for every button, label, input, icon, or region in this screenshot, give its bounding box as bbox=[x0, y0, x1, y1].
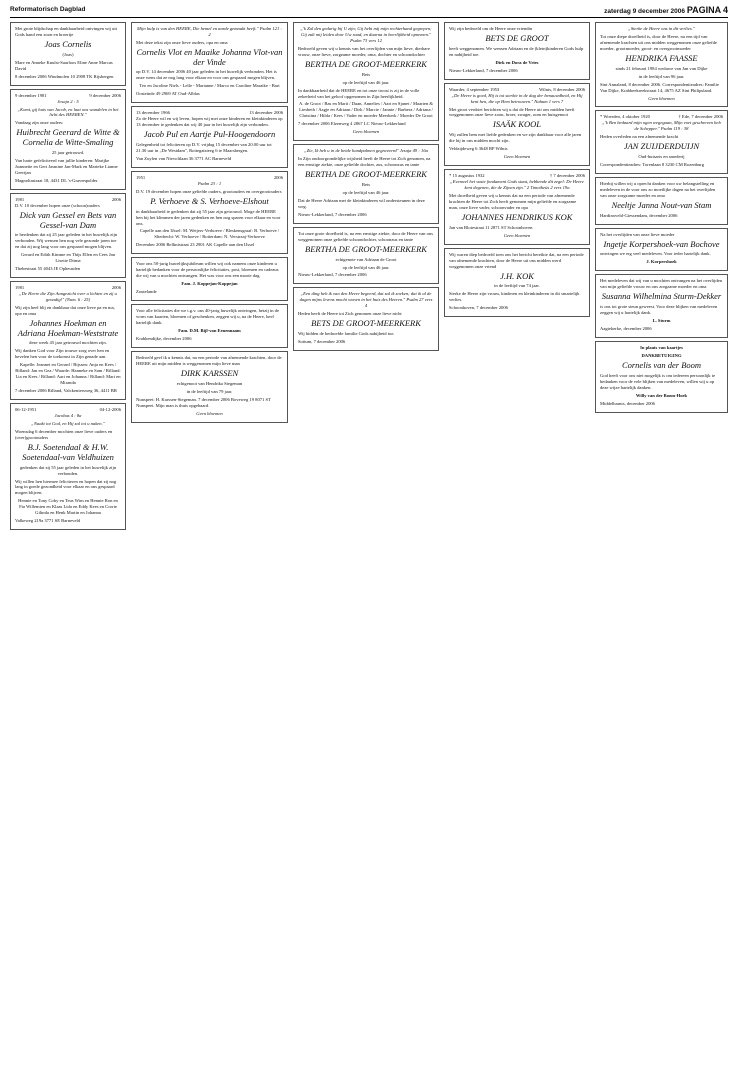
person-name: DIRK KARSSEN bbox=[180, 368, 239, 378]
announcement bbox=[10, 281, 126, 400]
date-start: 1981 bbox=[15, 196, 25, 202]
date-end: 13 december 2006 bbox=[249, 110, 283, 116]
address: Valkeweg 219a 3771 SE Barneveld bbox=[15, 518, 81, 524]
person-name: JOHANNES HENDRIKUS KOK bbox=[461, 211, 573, 222]
person-name: Huibrecht Geerard de Witte & Cornelia de Witte-Smaling bbox=[16, 127, 120, 148]
subline: echtgenoot van Hendrika Stegeman bbox=[176, 380, 243, 386]
text-body: Vandaag zijn onze ouders: bbox=[15, 120, 64, 126]
text-body: Zo de Heere wil en wij leven, hopen wij met onze kinderen en kleinkinderen op 13 december te gedenken dat wij 40 jaar in het huwelijk zijn verbonden. bbox=[136, 116, 283, 128]
announcement bbox=[10, 89, 126, 190]
address: 7 december 2006 Elzenweg 4 2867 LC Nieuw-Lekkerland bbox=[298, 121, 406, 127]
address: Van Zuylen van Nievoltlaan 36 3771 AC Barneveld bbox=[136, 155, 232, 161]
address: Aagtekerke, december 2006 bbox=[600, 325, 652, 331]
person-name: BERTHA DE GROOT-MEERKERK bbox=[305, 58, 427, 69]
signature: L. Sturm bbox=[652, 318, 671, 324]
issue-date: zaterdag 9 december 2006 bbox=[604, 8, 686, 15]
date-start: 13 december 1966 bbox=[136, 110, 170, 116]
announcement bbox=[131, 257, 288, 301]
closing-note: Geen bloemen bbox=[352, 129, 380, 135]
date-start: 9 december 1981 bbox=[15, 92, 47, 98]
subline: op de leeftijd van 46 jaar. bbox=[342, 264, 390, 270]
date-start: 06-12-1951 bbox=[15, 407, 37, 413]
bible-quote: „Zie, Ik heb u in de beide handpalmen gegraveerd" Jesaja 49 : 16a bbox=[304, 148, 428, 154]
announcement bbox=[444, 22, 590, 80]
address: Nieuw-Lekkerland, 7 december 2006 bbox=[449, 67, 518, 73]
person-name: JAN ZUIJDERDUIJN bbox=[623, 141, 700, 152]
text-body: Nunspeet: H. Karssen-Stegeman. 7 december 2006 Boveweg 19 8071 ST Nunspeet. Mijn man is thuis opgebaard. bbox=[136, 396, 271, 408]
text-body: Het medeleven dat wij van u mochten ontvangen na het overlijden van mijn geliefde vrouw en ons zorgzame moeder en oma bbox=[600, 278, 722, 290]
text-body: In dankbaarheid dat de HEERE en tot onze troost is zij in de volle zekerheid van het geloof opgenomen in Zijn heerlijkheid. bbox=[298, 87, 420, 99]
person-name: HENDRIKA FAASSE bbox=[625, 52, 698, 63]
subline: Oud-huisarts en smederij bbox=[638, 154, 685, 160]
announcement bbox=[10, 403, 126, 530]
announcement bbox=[293, 22, 439, 141]
person-name: Ingetje Korpershoek-van Bochove bbox=[603, 238, 720, 249]
column-2 bbox=[131, 22, 288, 1062]
text-body: Wij waren diep bedroefd toen ons het bericht bereikte dat, na een periode van afnemende krachten, door de Heere uit ons midden werd weggenomen onze vriend bbox=[449, 251, 584, 269]
address: Krabbendijke, december 2006 bbox=[136, 336, 192, 342]
family-list: Teo en Jacoline Niels - Lelle - Marianne / Marco en Caroline Maraike - Bart bbox=[139, 83, 280, 89]
subline: sinds 21 februari 1984 weduwe van Jan van Dijke bbox=[615, 65, 708, 71]
text-body: Gelegenheid tot feliciteren op D.V. vrijdag 15 december van 20.00 uur tot 21.30 uur in „De Westdam", Rottegatsteeg 6 te Maarsbergen. bbox=[136, 141, 272, 153]
bible-quote: „'k Ben bedaard mijn ogen wegegaan, Mijn voet geschreven heb de Schepper." Psalm 119 : 38 bbox=[602, 120, 721, 132]
text-body: te herdenken dat zij 25 jaar geleden in het huwelijk zijn verbonden. Wij wensen hen nog vele gezonde jaren toe en dat zij nog lang voor ons gespaard mogen blijven. bbox=[15, 232, 118, 250]
text-body: in dankbaarheid te gedenken dat zij 55 jaar zijn getrouwd. Moge de HEERE hen bij het klimmen der jaren gedenken en hen nog sparen voor elkaar en voor ons. bbox=[136, 208, 281, 226]
address: Jan van Blotestraat 11 2871 ST Schoonhoven bbox=[449, 224, 533, 230]
text-body: is ons tot grote steun geweest. Voor deze blijken van medeleven zeggen wij u hartelijk dank. bbox=[600, 304, 718, 316]
text-body: heeft weggenomen. We wensen Adriaan en de (klein)kinderen Gods hulp en nabijheid toe. bbox=[449, 45, 584, 57]
announcement bbox=[131, 22, 288, 103]
announcement bbox=[444, 83, 590, 166]
announcement bbox=[444, 169, 590, 245]
text-body: Bedroefd geef ik u kennis dat, na een periode van afnemende krachten, door de HEERE uit mijn midden is weggenomen mijn lieve man bbox=[136, 355, 282, 367]
text-body: God heeft voor ons niet mogelijk is om iedereen persoonlijk te bedanken voor de vele blijken van medeleven, willen wij u op deze wijze hartelijk danken. bbox=[600, 372, 716, 390]
bible-quote: „Evenwel het vaste fondament Gods staat, hebbende dit zegel: De Heere kent degenen, die de Zijnen zijn." 2 Timotheüs 2 vers 19a bbox=[450, 179, 584, 191]
announcement bbox=[131, 106, 288, 168]
text-body: Met droefheid geven wij u kennis dat na een periode van afnemende krachten de Heere tot Zich heeft genomen mijn geliefde en zorgzame man, onze lieve vader, schoonvader en opa bbox=[449, 193, 577, 210]
person-name: BERTHA DE GROOT-MEERKERK bbox=[305, 243, 427, 254]
text-body: Heden overleden na een afnemende kracht bbox=[600, 134, 679, 140]
bible-quote: „Naakt tot God, en Hij zal tot u naken." bbox=[31, 421, 105, 427]
family-list: Kapelle: Jeannet en Gerard / Bijssen: Anja en Kees / Rilland: Jan en Gea / Waarde: Hanneke en Sam / Rilland: Lia en Kees / Rilland: Aart en Johanna / Rilland: Mari en Miranda bbox=[15, 362, 121, 386]
text-body: Wij zijn heel blij en dankbaar dat onze lieve pa en ma, opa en oma bbox=[15, 304, 115, 316]
text-body: Tot onze grote droefheid is, na een ernstige ziekte, door de Heere van ons weggenomen onze geliefde schoondochter, schoonzus en tante bbox=[298, 230, 434, 242]
person-name: Joas Cornelis bbox=[44, 38, 92, 49]
address: Nieuw-Lekkerland, 7 december 2006 bbox=[298, 272, 367, 278]
bible-quote: „Komt, gij huis van Jacob, en laat ons wandelen in het licht des HEEREN." bbox=[17, 106, 119, 118]
bible-quote: Mijn hulp is van den HEERE, Die hemel en aarde gemaakt heeft." Psalm 121 : 2 bbox=[137, 26, 282, 37]
closing-note: Geen bloemen bbox=[503, 232, 531, 238]
address: Hardinxveld-Giessendam, december 2006 bbox=[600, 212, 678, 218]
page-number: 4 bbox=[722, 5, 728, 15]
heading: DANKBETUIGING bbox=[641, 352, 682, 358]
announcement bbox=[595, 110, 728, 174]
text-body: Heden heeft de Heere tot Zich genomen onze lieve nicht bbox=[298, 311, 402, 317]
announcement bbox=[595, 22, 728, 107]
text-body: Wij willen hen hiermee feliciteren en hopen dat zij nog lang in goede gezondheid voor elkaar en ons gespaard mogen blijven. bbox=[15, 478, 117, 496]
signature: Dirk en Dora de Vries bbox=[495, 59, 539, 65]
date-end: 04-12-2006 bbox=[99, 407, 121, 413]
column-3 bbox=[293, 22, 439, 1062]
announcement bbox=[131, 304, 288, 348]
text-body: Bedroefd geven wij u kennis van het overlijden van mijn lieve, dierbare vrouw, onze lieve, zorgzame moeder, oma, dochter en schoondochter bbox=[298, 45, 430, 57]
signature: Willy van der Boom-Hoek bbox=[635, 392, 688, 398]
text-body: Mare en Anneke Knulst-Saarloos Eline Anne Marcus David bbox=[15, 59, 113, 71]
person-name: P. Verhoeve & S. Verhoeve-Elshout bbox=[150, 195, 269, 206]
announcement bbox=[131, 351, 288, 423]
subline: deze week 45 jaar getrouwd mochten zijn. bbox=[29, 340, 107, 346]
person-name: Cornelis van der Boom bbox=[621, 359, 702, 370]
text-body: Dat de Heere Adriaan met de kleinkinderen wil ondersteunen in deze weg. bbox=[298, 197, 425, 209]
date-start: * 15 augustus 1932 bbox=[449, 173, 485, 179]
heading: In plaats van kaartjes bbox=[640, 344, 683, 350]
bible-quote: „De Heere die Zijn Aangezicht over u lichten en zij u genadig!" (Num. 6 : 25) bbox=[19, 291, 117, 303]
text-body: Woensdag 6 december mochten onze lieve ouders en (over)grootouders bbox=[15, 429, 113, 441]
date-end: 2006 bbox=[273, 174, 283, 180]
signature: Fam. J. Koppejan-Koppejan bbox=[181, 281, 238, 287]
text-body: In Zijn ondoorgrondelijke wijsheid heeft de Heere tot Zich genomen, na een ernstige ziekte, onze geliefde dochter, zus, schoonzus en tante bbox=[298, 156, 431, 168]
date-start: Waarder, 4 september 1953 bbox=[449, 86, 500, 92]
family-list: A. de Groot / Bas en Marit / Daan, Annelies / Aart en Sjanet / Maarten & Liesbeth / Aagje en Adriaan / Dirk / Marcie / Jannie / Barbera / Adriana / Christina / Hilda / Kees / Vader en moeder Meerkerk / Moeder De Groot bbox=[299, 101, 433, 119]
announcement bbox=[10, 22, 126, 86]
bible-quote: Psalm 23 : 1 bbox=[197, 180, 222, 186]
address: Middelharnis, december 2006 bbox=[600, 400, 655, 406]
person-name: Johannes Hoekman en Adriana Hoekman-Weststrate bbox=[17, 317, 119, 338]
bible-quote: Jacobus 4 : 8a bbox=[54, 413, 82, 419]
column-5 bbox=[595, 22, 728, 1062]
person-name: Dick van Gessel en Bets van Gessel-van Dam bbox=[19, 209, 117, 230]
person-name: BETS DE GROOT bbox=[485, 32, 549, 43]
announcement bbox=[444, 248, 590, 318]
text-body: Sterke de Heere zijn vrouw, kinderen en kleinkinderen in dit smartelijk verlies. bbox=[449, 291, 580, 303]
text-body: Sint Annaland, 8 december 2006. Correspondentieadres: Familie Van Dijke, Krabbeekreekstraat 14, 4675 AZ Sint Philipsland. bbox=[600, 81, 719, 93]
date-end: 9 december 2006 bbox=[89, 92, 121, 98]
person-name: ISAÄK KOOL bbox=[493, 119, 541, 130]
column-4 bbox=[444, 22, 590, 1062]
text-body: op D.V. 14 december 2006 40 jaar geleden in het huwelijk verbonden. Het is onze wens dat ze nog lang voor elkaar en voor ons gespaard mogen blijven. bbox=[136, 69, 277, 81]
address: December 2006 Bellinistraat 23 2901 AK Capelle aan den IJssel bbox=[136, 242, 255, 248]
text-body: Tot onze diepe droefheid is, door de Heere, na een tijd van afnemende krachten uit ons midden weggenomen onze geliefde moeder, grootmoeder, groot- en overgrootmoeder bbox=[600, 33, 717, 51]
address: 8 december 2006 Windmolen 10 2908 TK Rijsbergen bbox=[15, 73, 114, 79]
text-body: Hierbij willen wij u oprecht danken voor uw belangstelling en medeleven in de voor ons zo moeilijke dagen na het overlijden van onze zorgzame moeder en oma bbox=[600, 181, 716, 198]
announcement bbox=[293, 227, 439, 285]
text-body: Met groot verdriet berichten wij u dat de Heere uit ons midden heeft weggenomen onze lieve zoon, broer, zwager, oom en huisgenoot bbox=[449, 106, 575, 118]
bible-quote: „Sterke de Heere ons in dit verlies." bbox=[628, 26, 695, 31]
issue-info bbox=[604, 5, 728, 15]
subline: op de leeftijd van 46 jaar. bbox=[342, 189, 390, 195]
announcement bbox=[595, 228, 728, 272]
address: 7 december 2006 Rilland, Valckeniersweg 36, 4411 BR bbox=[15, 388, 117, 394]
address: Sottum, 7 december 2006 bbox=[298, 339, 346, 345]
subline: in de leeftijd van 74 jaar. bbox=[494, 283, 540, 289]
address: Zoutelande bbox=[136, 289, 157, 295]
address: Nieuw-Lekkerland, 7 december 2006 bbox=[298, 211, 367, 217]
bible-quote: „'k Zal den gedurig bij U zijn; Gij hebt mij mijn rechterhand gegrepen; Gij zult mij leiden door Uw raad, en daarna in heerlijkheid opnemen." Psalm 73 vers 12 bbox=[300, 26, 432, 43]
person-name: Susanna Wilhelmina Sturm-Dekker bbox=[601, 291, 722, 302]
person-name: B.J. Soetendaal & H.W. Soetendaal-van Veldhuizen bbox=[22, 442, 114, 462]
announcement bbox=[131, 171, 288, 254]
person-name: J.H. KOK bbox=[500, 270, 534, 281]
subline: echtgenote van Adriaan de Groot bbox=[335, 256, 397, 262]
bible-quote: „De Heere is goed, Hij is tot sterkte in de dag der benauwdheid, en Hij kent hen, die op Hem betrouwen." Nahum 1 vers 7 bbox=[451, 92, 583, 104]
announcement bbox=[595, 274, 728, 338]
signature: J. Korpershoek bbox=[646, 259, 677, 265]
text-body: ontvingen we erg veel medeleven. Voor ieder hartelijk dank. bbox=[600, 251, 711, 257]
person-name: BERTHA DE GROOT-MEERKERK bbox=[305, 169, 427, 180]
family-list: Hennie en Tony Coby en Teus Wim en Hennie Ron en Fia Willemien en Klaas Lida en Eddy Kees en Corrie Gilinda en Henk Martin en Johanna bbox=[18, 498, 118, 516]
text-body: Wij zullen hem met liefde gedenken en we zijn dankbaar voor alle jaren die hij in ons midden mocht zijn. bbox=[449, 132, 582, 144]
date-end: 2006 bbox=[111, 196, 121, 202]
subline: Bets bbox=[361, 71, 371, 77]
date-start: * Woerden, 4 oktober 1920 bbox=[600, 114, 650, 120]
family-list: Capelle aan den IJssel: M. Weijers-Verhoeve / Bleskensgraaf: B. Verhoeve / Sliedrecht: W. Verhoeve / Rotterdam: N. Verstraaj-Verhoeve bbox=[139, 228, 280, 240]
text-body: Na het overlijden van onze lieve moeder bbox=[600, 231, 675, 237]
date-start: 1951 bbox=[136, 174, 146, 180]
closing-note: Geen bloemen bbox=[648, 95, 675, 101]
date-end: † Ede, 7 december 2006 bbox=[678, 114, 723, 120]
person-name: BETS DE GROOT-MEERKERK bbox=[311, 318, 421, 329]
text-body: Met grote blijdschap en dankbaarheid ontvingen wij uit Gods hand een zoon en broertje bbox=[15, 26, 117, 37]
address: Thebestraat 55 4043 JE Opheusden bbox=[15, 266, 81, 272]
announcement bbox=[595, 177, 728, 225]
subline: in de leeftijd van 96 jaar. bbox=[638, 73, 685, 79]
person-name: Jacob Pul en Aartje Pul-Hoogendoorn bbox=[143, 129, 276, 140]
text-body: Van harte gefeliciteerd van jullie kinderen: Marijke Joannette en Gert Jasmine Jan-Mark en Marieke Lianne Geertjan bbox=[15, 157, 118, 175]
person-name: Cornelis Vlot en Maaike Johanna Vlot-van der Vinde bbox=[136, 46, 283, 67]
subline: 25 jaar getrouwd. bbox=[51, 149, 85, 155]
address: Magnoliastraat 18, 4431 DL 's-Gravenpolder bbox=[15, 177, 98, 183]
bible-quote: Jesaja 2 : 5 bbox=[57, 98, 79, 104]
date-end: 2006 bbox=[111, 285, 121, 291]
announcement bbox=[293, 287, 439, 351]
bible-quote: „Een ding heb ik van den Heere begeerd, dat zal ik zoeken; dat ik al de dagen mijns levens mocht wonen in het huis des Heeren." Psalm 27 vers 4 bbox=[299, 291, 433, 309]
subline: gedenken dat zij 55 jaar geleden in het huwelijk zijn verbonden. bbox=[19, 464, 117, 476]
date-end: Wilnis, 8 december 2006 bbox=[539, 86, 585, 92]
subline: op de leeftijd van 46 jaar. bbox=[342, 79, 390, 85]
text-body: D.V. 19 december hopen onze geliefde ouders, grootouders en overgrootouders bbox=[136, 188, 282, 194]
page-label: PAGINA bbox=[686, 5, 722, 15]
text-body: Met deze tekst zijn onze lieve ouders, opa en oma bbox=[136, 39, 228, 45]
subline: Bets bbox=[361, 182, 371, 187]
text-body: Wij danken God voor Zijn trouwe zorg over hen en bevelen hen voor de toekomst in Zijn genade aan. bbox=[15, 348, 110, 360]
text-body: Wij zijn bedroefd om de Heere onze vriendin bbox=[449, 26, 533, 31]
text-body: Wij bidden de bedroefde familie Gods nabijheid toe. bbox=[298, 331, 395, 337]
subline: in de leeftijd van 79 jaar. bbox=[186, 388, 233, 394]
closing-note: Geen bloemen bbox=[196, 410, 223, 416]
text-body: Voor alle felicitaties die we t.g.v. ons 40-jarig huwelijk ontvingen, hetzij in de vorm van kaarten, bloemen of geschenken, zeggen wij u, na de Heere, heel hartelijk dank. bbox=[136, 308, 280, 326]
family-list: Gerard en Edith Kimme en Thijs Ellen en Cees Jan Lisette Ditma bbox=[21, 252, 115, 264]
column-1 bbox=[10, 22, 126, 1062]
date-start: 1981 bbox=[15, 285, 25, 291]
closing-note: Geen bloemen bbox=[503, 154, 531, 160]
paper-name: Reformatorisch Dagblad bbox=[10, 6, 86, 13]
date-end: † 7 december 2006 bbox=[549, 173, 585, 179]
address: Correspondentieadres: Torenlaan 8 3230 CM Rozenburg bbox=[600, 162, 704, 168]
text-body: D.V. 10 december hopen onze (schoon)ouders bbox=[15, 202, 100, 208]
person-name: Neeltje Janna Nout-van Stam bbox=[611, 199, 712, 210]
address: Oosteinde 49 2969 AT Oud-Alblas bbox=[136, 91, 200, 97]
announcement bbox=[595, 341, 728, 413]
address: Veldzijdeweg 6 3648 BP Wilnis bbox=[449, 146, 508, 152]
announcement bbox=[293, 144, 439, 224]
address: Schoonhoven, 7 december 2006 bbox=[449, 305, 508, 311]
announcement bbox=[10, 193, 126, 278]
subline: (Joas) bbox=[62, 51, 74, 57]
masthead bbox=[10, 5, 728, 18]
signature: Fam. D.M. Bijl-van Eenennaam bbox=[178, 328, 241, 334]
text-body: Voor ons 50-jarig huwelijksjubileum willen wij ook namens onze kinderen u hartelijk bedanken voor de persoonlijke felicitaties, post, bloemen en cadeaus die wij van u mochten ontvangen. Het was voor ons een mooie dag. bbox=[136, 261, 279, 279]
